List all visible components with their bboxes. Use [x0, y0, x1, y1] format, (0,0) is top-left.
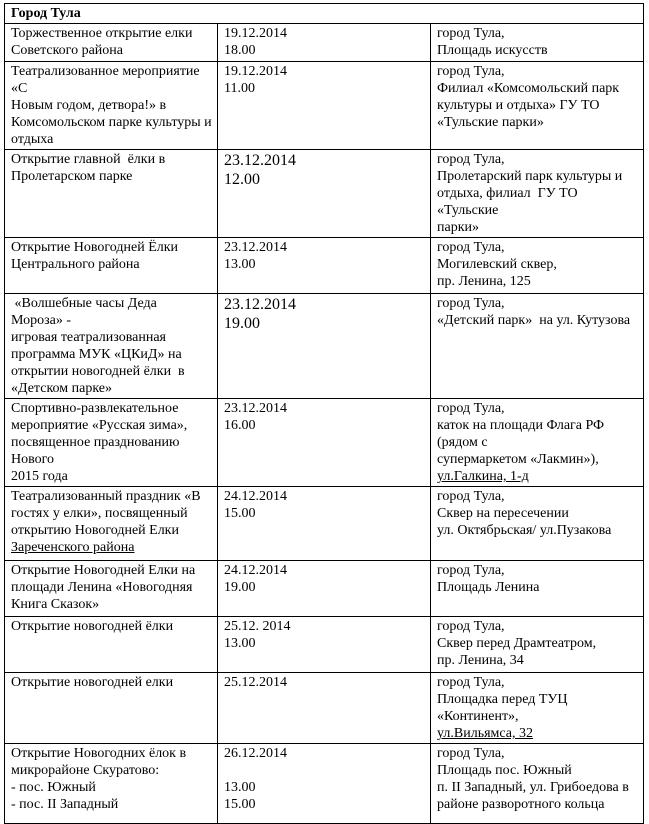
event-date: 26.12.2014 — [224, 746, 287, 761]
place-cell — [431, 673, 644, 744]
place-line: парки» — [437, 220, 479, 235]
place-line: ул. Октябрьская/ ул.Пузакова — [437, 523, 612, 538]
place-cell — [431, 561, 644, 617]
place-cell — [431, 487, 644, 561]
event-time: 13.00 — [224, 780, 256, 795]
table-row — [5, 673, 644, 744]
place-line: город Тула, — [437, 489, 505, 504]
event-line: «Детском парке» — [11, 381, 112, 396]
place-line: Сквер на пересечении — [437, 506, 569, 521]
event-time: 11.00 — [224, 81, 255, 96]
event-time: 13.00 — [224, 257, 256, 272]
place-line: Площадь Ленина — [437, 580, 540, 595]
event-line: Спортивно-развлекательное — [11, 401, 179, 416]
event-line: Открытие Новогодних ёлок в — [11, 746, 187, 761]
date-cell — [218, 62, 431, 150]
event-time: 12.00 — [224, 171, 260, 188]
event-time: 13.00 — [224, 636, 256, 651]
event-date: 24.12.2014 — [224, 489, 287, 504]
event-line: Торжественное открытие елки — [11, 26, 193, 41]
event-cell — [5, 617, 218, 673]
event-time: 19.00 — [224, 580, 256, 595]
event-line: Книга Сказок» — [11, 597, 100, 612]
event-line: 2015 года — [11, 469, 68, 484]
event-cell — [5, 294, 218, 399]
table-row — [5, 150, 644, 238]
table-row — [5, 744, 644, 824]
event-date: 25.12.2014 — [224, 675, 287, 690]
place-cell — [431, 150, 644, 238]
city-header: Город Тула — [5, 4, 644, 24]
event-line: Комсомольском парке культуры и — [11, 115, 212, 130]
event-date: 23.12.2014 — [224, 240, 287, 255]
place-line: супермаркетом «Лакмин»), — [437, 452, 599, 467]
place-line: Пролетарский парк культуры и — [437, 169, 623, 184]
place-line: Сквер перед Драмтеатром, — [437, 636, 597, 651]
event-line: «Волшебные часы Деда Мороза» - — [11, 296, 161, 328]
event-line: открытии новогодней ёлки в — [11, 364, 185, 379]
event-line: отдыха — [11, 132, 54, 147]
table-row — [5, 561, 644, 617]
place-line: Филиал «Комсомольский парк — [437, 81, 620, 96]
event-time: 15.00 — [224, 797, 256, 812]
place-line: ул.Вильямса, 32 — [437, 726, 533, 741]
place-line: культуры и отдыха» ГУ ТО — [437, 98, 600, 113]
place-line: город Тула, — [437, 675, 505, 690]
event-line: игровая театрализованная — [11, 330, 166, 345]
place-cell — [431, 617, 644, 673]
event-time: 18.00 — [224, 43, 256, 58]
place-cell — [431, 238, 644, 294]
event-line: - пос. II Западный — [11, 797, 119, 812]
event-line: Открытие новогодней ёлки — [11, 619, 174, 634]
event-date: 23.12.2014 — [224, 401, 287, 416]
date-cell — [218, 150, 431, 238]
place-line: ул.Галкина, 1-д — [437, 469, 529, 484]
place-line: город Тула, — [437, 619, 505, 634]
date-cell — [218, 399, 431, 487]
place-cell — [431, 62, 644, 150]
place-line: город Тула, — [437, 296, 505, 311]
event-date: 24.12.2014 — [224, 563, 287, 578]
place-line: Могилевский сквер, — [437, 257, 557, 272]
event-date: 25.12. 2014 — [224, 619, 291, 634]
event-line: Новым годом, детвора!» в — [11, 98, 167, 113]
event-time: 15.00 — [224, 506, 256, 521]
event-time: 16.00 — [224, 418, 256, 433]
place-cell — [431, 744, 644, 824]
date-cell — [218, 24, 431, 62]
place-cell — [431, 399, 644, 487]
event-line: площади Ленина «Новогодняя — [11, 580, 193, 595]
event-line: гостях у елки», посвященный — [11, 506, 188, 521]
event-line: Театрализованное мероприятие «С — [11, 64, 204, 96]
event-cell — [5, 673, 218, 744]
place-line: город Тула, — [437, 563, 505, 578]
table-row — [5, 617, 644, 673]
place-line: пр. Ленина, 34 — [437, 653, 524, 668]
table-row — [5, 487, 644, 561]
table-header-row — [5, 4, 644, 24]
event-time: 19.00 — [224, 315, 260, 332]
place-line: «Детский парк» на ул. Кутузова — [437, 313, 631, 328]
date-cell — [218, 294, 431, 399]
place-line: районе разворотного кольца — [437, 797, 605, 812]
place-line: город Тула, — [437, 64, 505, 79]
spacer — [224, 762, 425, 779]
event-cell — [5, 238, 218, 294]
place-line: город Тула, — [437, 240, 505, 255]
event-date: 19.12.2014 — [224, 26, 287, 41]
place-line: Площадка перед ТУЦ «Континент», — [437, 692, 571, 724]
event-cell — [5, 399, 218, 487]
event-line: Открытие главной ёлки в — [11, 152, 166, 167]
place-line: каток на площади Флага РФ (рядом с — [437, 418, 608, 450]
table-row — [5, 399, 644, 487]
place-line: город Тула, — [437, 401, 505, 416]
event-line: микрорайоне Скуратово: — [11, 763, 160, 778]
event-line: Открытие Новогодней Елки на — [11, 563, 196, 578]
place-line: п. II Западный, ул. Грибоедова в — [437, 780, 629, 795]
event-line: Центрального района — [11, 257, 140, 272]
place-line: Площадь пос. Южный — [437, 763, 572, 778]
place-line: Площадь искусств — [437, 43, 548, 58]
table-row — [5, 24, 644, 62]
event-date: 19.12.2014 — [224, 64, 287, 79]
date-cell — [218, 238, 431, 294]
event-line: Советского района — [11, 43, 123, 58]
place-line: пр. Ленина, 125 — [437, 274, 531, 289]
place-cell — [431, 294, 644, 399]
table-row — [5, 294, 644, 399]
event-line: Театрализованный праздник «В — [11, 489, 201, 504]
date-cell — [218, 744, 431, 824]
event-line: программа МУК «ЦКиД» на — [11, 347, 182, 362]
table-row — [5, 238, 644, 294]
date-cell — [218, 617, 431, 673]
place-line: город Тула, — [437, 152, 505, 167]
event-line: мероприятие «Русская зима», — [11, 418, 188, 433]
event-date: 23.12.2014 — [224, 152, 296, 169]
date-cell — [218, 487, 431, 561]
place-cell — [431, 24, 644, 62]
event-date: 23.12.2014 — [224, 296, 296, 313]
event-cell — [5, 561, 218, 617]
place-line: «Тульские парки» — [437, 115, 544, 130]
event-cell — [5, 487, 218, 561]
place-line: город Тула, — [437, 746, 505, 761]
event-line: Открытие новогодней елки — [11, 675, 174, 690]
date-cell — [218, 561, 431, 617]
events-table — [4, 3, 644, 824]
event-line: Зареченского района — [11, 540, 135, 555]
date-cell — [218, 673, 431, 744]
event-cell — [5, 150, 218, 238]
table-row — [5, 62, 644, 150]
event-line: Пролетарском парке — [11, 169, 133, 184]
event-cell — [5, 744, 218, 824]
place-line: отдыха, филиал ГУ ТО «Тульские — [437, 186, 582, 218]
place-line: город Тула, — [437, 26, 505, 41]
event-cell — [5, 62, 218, 150]
event-line: - пос. Южный — [11, 780, 96, 795]
event-line: открытию Новогодней Елки — [11, 523, 179, 538]
event-cell — [5, 24, 218, 62]
event-line: посвященное празднованию Нового — [11, 435, 183, 467]
event-line: Открытие Новогодней Ёлки — [11, 240, 179, 255]
